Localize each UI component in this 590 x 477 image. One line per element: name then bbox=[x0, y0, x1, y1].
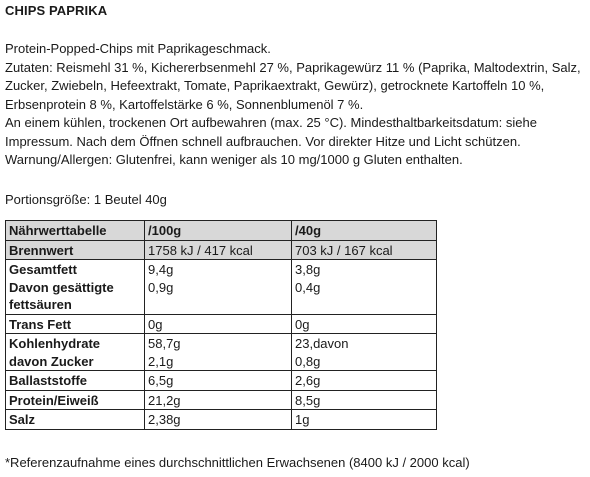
label-line: Davon gesättigte bbox=[9, 279, 114, 295]
footnote: *Referenzaufnahme eines durchschnittlichen Erwachsenen (8400 kJ / 2000 kcal) bbox=[5, 455, 470, 470]
table-header-row bbox=[6, 221, 437, 241]
description-line: Zucker, Zwiebeln, Hefeextrakt, Tomate, Paprikaextrakt, Gewürz), getrocknete Kartoffeln 10 %, bbox=[5, 78, 545, 93]
value-line: 3,8g bbox=[295, 262, 321, 277]
product-title: CHIPS PAPRIKA bbox=[5, 3, 108, 18]
value-line: 2,1g bbox=[148, 353, 174, 369]
value-line: 9,4g bbox=[148, 262, 174, 277]
description-line: Impressum. Nach dem Öffnen schnell aufbrauchen. Vor direkter Hitze und Licht schützen. bbox=[5, 133, 521, 149]
column-header: /100g bbox=[145, 221, 292, 241]
portion-size: Portionsgröße: 1 Beutel 40g bbox=[5, 192, 167, 207]
label-line: davon Zucker bbox=[9, 353, 94, 369]
row-label: Brennwert bbox=[6, 240, 145, 260]
nutrition-table bbox=[5, 220, 437, 430]
value-line: 0,8g bbox=[295, 353, 321, 369]
table-row bbox=[6, 390, 437, 410]
value-per40 bbox=[292, 334, 437, 371]
value-per100 bbox=[145, 260, 292, 315]
row-label bbox=[6, 260, 145, 315]
description-line: Zutaten: Reismehl 31 %, Kichererbsenmehl 27 %, Paprikagewürz 11 % (Paprika, Maltodextrin, Salz, bbox=[5, 59, 581, 75]
table-row bbox=[6, 410, 437, 430]
value-per40: 2,6g bbox=[292, 371, 437, 391]
table-row bbox=[6, 314, 437, 334]
value-per40: 703 kJ / 167 kcal bbox=[292, 240, 437, 260]
column-header: Nährwerttabelle bbox=[6, 221, 145, 241]
row-label: Salz bbox=[6, 410, 145, 430]
label-line: Gesamtfett bbox=[9, 262, 77, 277]
label-line: Kohlenhydrate bbox=[9, 336, 101, 351]
row-label: Ballaststoffe bbox=[6, 371, 145, 391]
product-description bbox=[5, 40, 587, 170]
table-row bbox=[6, 260, 437, 315]
value-per100: 0g bbox=[145, 314, 292, 334]
value-per40: 8,5g bbox=[292, 390, 437, 410]
description-line: Warnung/Allergen: Glutenfrei, kann weniger als 10 mg/1000 g Gluten enthalten. bbox=[5, 152, 463, 167]
value-per100 bbox=[145, 334, 292, 371]
row-label: Trans Fett bbox=[6, 314, 145, 334]
value-per40 bbox=[292, 260, 437, 315]
row-label bbox=[6, 334, 145, 371]
column-header: /40g bbox=[292, 221, 437, 241]
value-line: 0,4g bbox=[295, 279, 321, 295]
value-per100: 2,38g bbox=[145, 410, 292, 430]
table-row bbox=[6, 240, 437, 260]
row-label: Protein/Eiweiß bbox=[6, 390, 145, 410]
label-line: fettsäuren bbox=[9, 297, 72, 312]
table-row bbox=[6, 334, 437, 371]
value-line: 58,7g bbox=[148, 336, 181, 351]
value-per100: 6,5g bbox=[145, 371, 292, 391]
value-per40: 1g bbox=[292, 410, 437, 430]
description-line: Protein-Popped-Chips mit Paprikageschmack. bbox=[5, 41, 271, 56]
value-per100: 1758 kJ / 417 kcal bbox=[145, 240, 292, 260]
description-line: Erbsenprotein 8 %, Kartoffelstärke 6 %, Sonnenblumenöl 7 %. bbox=[5, 96, 364, 112]
value-per40: 0g bbox=[292, 314, 437, 334]
value-per100: 21,2g bbox=[145, 390, 292, 410]
table-row bbox=[6, 371, 437, 391]
description-line: An einem kühlen, trockenen Ort aufbewahren (max. 25 °C). Mindesthaltbarkeitsdatum: siehe bbox=[5, 115, 537, 130]
value-line: 23,davon bbox=[295, 336, 349, 351]
value-line: 0,9g bbox=[148, 279, 174, 295]
